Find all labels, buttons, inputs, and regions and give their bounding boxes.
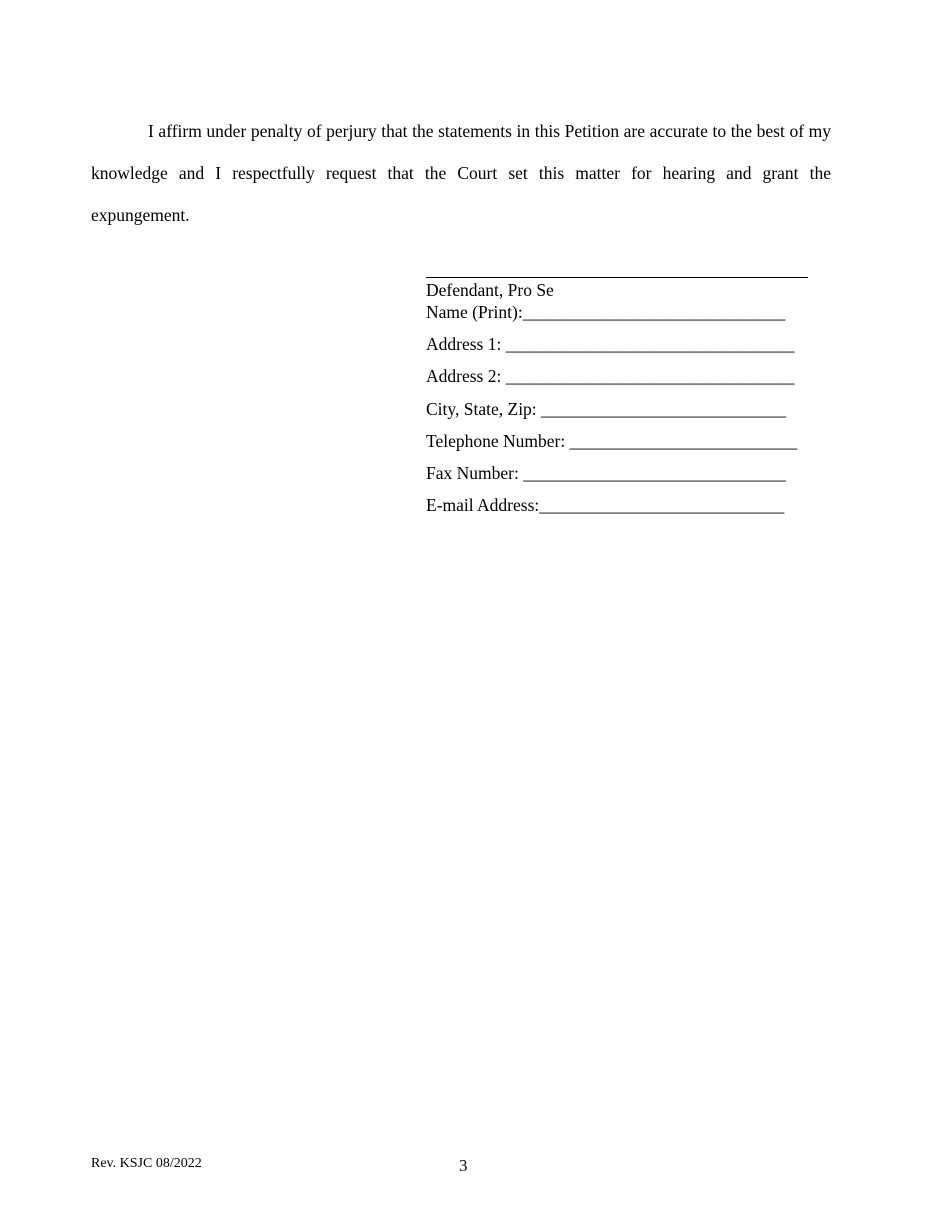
signature-role-label: Defendant, Pro Se (426, 280, 554, 300)
affirmation-paragraph: I affirm under penalty of perjury that the statements in this Petition are accurate to the best of my knowledge and I respectfully request that the Court set this matter for hearing and grant the expungement. (91, 121, 831, 225)
address-2-field: Address 2: _________________________________ (426, 366, 795, 386)
name-print-field: Name (Print):______________________________ (426, 302, 786, 322)
telephone-number-field: Telephone Number: __________________________ (426, 431, 798, 451)
page-number: 3 (459, 1156, 468, 1175)
city-state-zip-field: City, State, Zip: ____________________________ (426, 399, 787, 419)
fax-number-field: Fax Number: ______________________________ (426, 463, 786, 483)
email-address-field: E-mail Address:____________________________ (426, 495, 785, 515)
signature-line (426, 277, 808, 278)
revision-footer: Rev. KSJC 08/2022 (91, 1156, 202, 1171)
address-1-field: Address 1: _________________________________ (426, 334, 795, 354)
